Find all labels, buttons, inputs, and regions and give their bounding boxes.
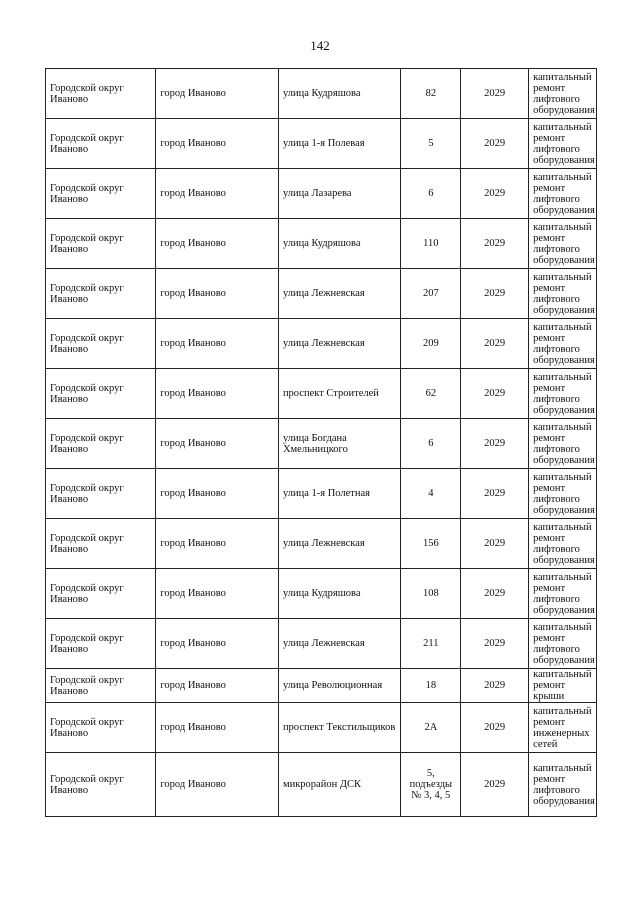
year-cell: 2029 — [461, 119, 529, 169]
work-type-cell: капитальный ремонт лифтового оборудования — [529, 753, 597, 817]
street-cell: улица Лежневская — [278, 619, 401, 669]
district-cell: Городской округ Иваново — [46, 569, 156, 619]
table-row — [46, 669, 597, 703]
year-cell: 2029 — [461, 669, 529, 703]
table-row — [46, 703, 597, 753]
house-number-cell: 211 — [401, 619, 461, 669]
work-type-cell: капитальный ремонт инженерных сетей — [529, 703, 597, 753]
district-cell: Городской округ Иваново — [46, 369, 156, 419]
street-cell: улица Лежневская — [278, 319, 401, 369]
house-number-cell: 6 — [401, 419, 461, 469]
street-cell: улица Кудряшова — [278, 69, 401, 119]
district-cell: Городской округ Иваново — [46, 319, 156, 369]
district-cell: Городской округ Иваново — [46, 69, 156, 119]
work-type-cell: капитальный ремонт крыши — [529, 669, 597, 703]
street-cell: проспект Текстильщиков — [278, 703, 401, 753]
city-cell: город Иваново — [156, 69, 279, 119]
table-row — [46, 219, 597, 269]
street-cell: улица Лазарева — [278, 169, 401, 219]
house-number-cell: 18 — [401, 669, 461, 703]
page-number: 142 — [310, 38, 330, 53]
work-type-cell: капитальный ремонт лифтового оборудования — [529, 519, 597, 569]
district-cell: Городской округ Иваново — [46, 619, 156, 669]
table-row — [46, 469, 597, 519]
year-cell: 2029 — [461, 619, 529, 669]
work-type-cell: капитальный ремонт лифтового оборудования — [529, 469, 597, 519]
district-cell: Городской округ Иваново — [46, 419, 156, 469]
table-body — [46, 69, 597, 817]
street-cell: улица Кудряшова — [278, 569, 401, 619]
work-type-cell: капитальный ремонт лифтового оборудования — [529, 619, 597, 669]
city-cell: город Иваново — [156, 619, 279, 669]
district-cell: Городской округ Иваново — [46, 703, 156, 753]
year-cell: 2029 — [461, 269, 529, 319]
work-type-cell: капитальный ремонт лифтового оборудования — [529, 419, 597, 469]
work-type-cell: капитальный ремонт лифтового оборудования — [529, 319, 597, 369]
district-cell: Городской округ Иваново — [46, 119, 156, 169]
district-cell: Городской округ Иваново — [46, 669, 156, 703]
city-cell: город Иваново — [156, 169, 279, 219]
year-cell: 2029 — [461, 319, 529, 369]
district-cell: Городской округ Иваново — [46, 269, 156, 319]
table-row — [46, 569, 597, 619]
house-number-cell: 209 — [401, 319, 461, 369]
street-cell: проспект Строителей — [278, 369, 401, 419]
work-type-cell: капитальный ремонт лифтового оборудования — [529, 119, 597, 169]
repair-schedule-table — [45, 68, 597, 817]
house-number-cell: 156 — [401, 519, 461, 569]
house-number-cell: 6 — [401, 169, 461, 219]
house-number-cell: 62 — [401, 369, 461, 419]
district-cell: Городской округ Иваново — [46, 519, 156, 569]
table-row — [46, 619, 597, 669]
year-cell: 2029 — [461, 469, 529, 519]
house-number-cell: 108 — [401, 569, 461, 619]
work-type-cell: капитальный ремонт лифтового оборудования — [529, 369, 597, 419]
district-cell: Городской округ Иваново — [46, 219, 156, 269]
year-cell: 2029 — [461, 169, 529, 219]
city-cell: город Иваново — [156, 569, 279, 619]
house-number-cell: 5, подъезды № 3, 4, 5 — [401, 753, 461, 817]
table-row — [46, 369, 597, 419]
work-type-cell: капитальный ремонт лифтового оборудования — [529, 219, 597, 269]
table-row — [46, 69, 597, 119]
table-row — [46, 519, 597, 569]
city-cell: город Иваново — [156, 269, 279, 319]
city-cell: город Иваново — [156, 419, 279, 469]
year-cell: 2029 — [461, 519, 529, 569]
city-cell: город Иваново — [156, 469, 279, 519]
house-number-cell: 82 — [401, 69, 461, 119]
work-type-cell: капитальный ремонт лифтового оборудования — [529, 169, 597, 219]
street-cell: улица Богдана Хмельницкого — [278, 419, 401, 469]
city-cell: город Иваново — [156, 669, 279, 703]
work-type-cell: капитальный ремонт лифтового оборудования — [529, 569, 597, 619]
street-cell: улица Лежневская — [278, 269, 401, 319]
house-number-cell: 5 — [401, 119, 461, 169]
year-cell: 2029 — [461, 569, 529, 619]
city-cell: город Иваново — [156, 219, 279, 269]
city-cell: город Иваново — [156, 369, 279, 419]
table-row — [46, 269, 597, 319]
street-cell: улица Лежневская — [278, 519, 401, 569]
house-number-cell: 2А — [401, 703, 461, 753]
table-row — [46, 319, 597, 369]
year-cell: 2029 — [461, 419, 529, 469]
city-cell: город Иваново — [156, 319, 279, 369]
year-cell: 2029 — [461, 69, 529, 119]
street-cell: улица 1-я Полетная — [278, 469, 401, 519]
house-number-cell: 4 — [401, 469, 461, 519]
table-row — [46, 169, 597, 219]
house-number-cell: 207 — [401, 269, 461, 319]
street-cell: улица Кудряшова — [278, 219, 401, 269]
table-row — [46, 419, 597, 469]
year-cell: 2029 — [461, 753, 529, 817]
street-cell: микрорайон ДСК — [278, 753, 401, 817]
year-cell: 2029 — [461, 703, 529, 753]
city-cell: город Иваново — [156, 753, 279, 817]
work-type-cell: капитальный ремонт лифтового оборудования — [529, 269, 597, 319]
house-number-cell: 110 — [401, 219, 461, 269]
table-row — [46, 119, 597, 169]
city-cell: город Иваново — [156, 703, 279, 753]
table-row — [46, 753, 597, 817]
year-cell: 2029 — [461, 219, 529, 269]
district-cell: Городской округ Иваново — [46, 169, 156, 219]
street-cell: улица 1-я Полевая — [278, 119, 401, 169]
street-cell: улица Революционная — [278, 669, 401, 703]
work-type-cell: капитальный ремонт лифтового оборудования — [529, 69, 597, 119]
district-cell: Городской округ Иваново — [46, 469, 156, 519]
city-cell: город Иваново — [156, 519, 279, 569]
district-cell: Городской округ Иваново — [46, 753, 156, 817]
year-cell: 2029 — [461, 369, 529, 419]
city-cell: город Иваново — [156, 119, 279, 169]
